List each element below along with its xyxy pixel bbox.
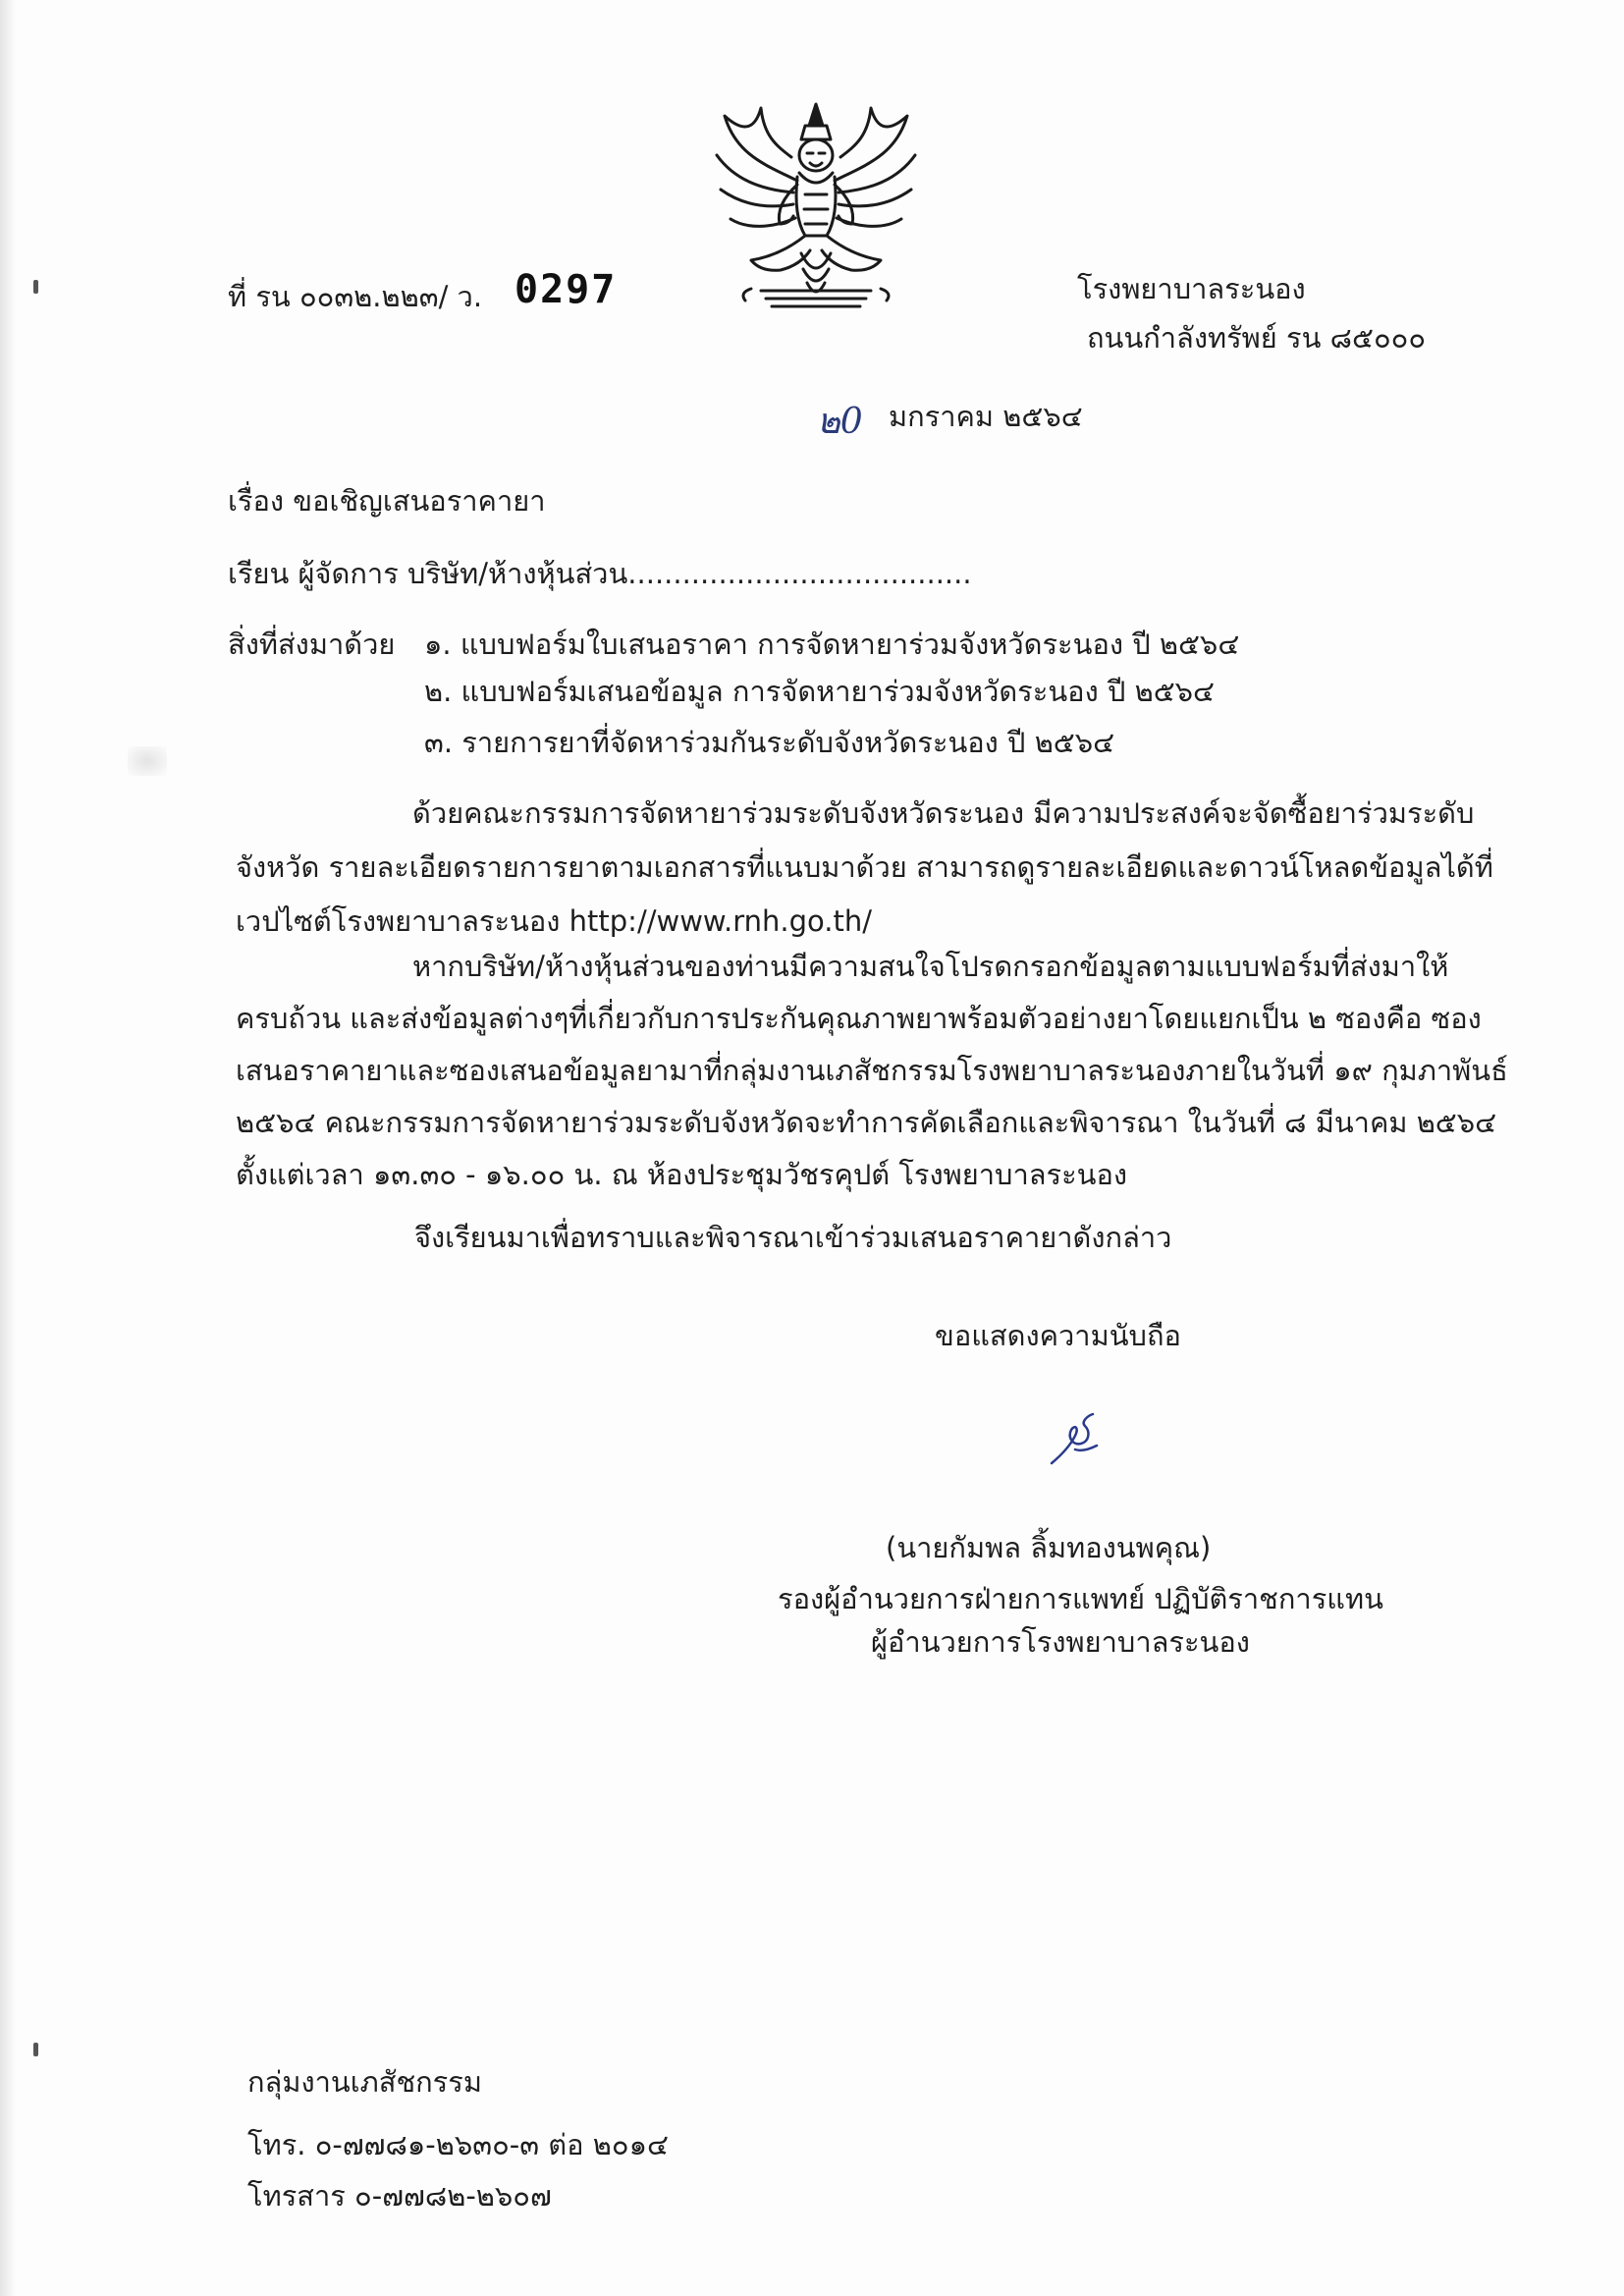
paragraph-line: ด้วยคณะกรรมการจัดหายาร่วมระดับจังหวัดระนอง มีความประสงค์จะจัดซื้อยาร่วมระดับ xyxy=(412,796,1475,830)
paragraph-line: ครบถ้วน และส่งข้อมูลต่างๆที่เกี่ยวกับการประกันคุณภาพยาพร้อมตัวอย่างยาโดยแยกเป็น ๒ ซองคือ ซอง xyxy=(236,1002,1482,1035)
to-label: เรียน xyxy=(228,557,290,590)
closing-sentence: จึงเรียนมาเพื่อทราบและพิจารณาเข้าร่วมเสนอราคายาดังกล่าว xyxy=(414,1221,1172,1254)
reference-prefix: ที่ รน ๐๐๓๒.๒๒๓/ ว. xyxy=(228,280,483,313)
scan-smudge xyxy=(128,746,167,776)
to-text: ผู้จัดการ บริษัท/ห้างหุ้นส่วน...................................... xyxy=(298,557,972,590)
enclosure-item: ๓. รายการยาที่จัดหาร่วมกันระดับจังหวัดระนอง ปี ๒๕๖๔ xyxy=(424,726,1115,759)
paragraph-line: เวปไซต์โรงพยาบาลระนอง http://www.rnh.go.th/ xyxy=(236,904,872,938)
subject-text: ขอเชิญเสนอราคายา xyxy=(293,484,546,518)
paragraph-line: หากบริษัท/ห้างหุ้นส่วนของท่านมีความสนใจโปรดกรอกข้อมูลตามแบบฟอร์มที่ส่งมาให้ xyxy=(412,950,1449,983)
subject-line xyxy=(228,483,546,519)
footer-phone: โทร. ๐-๗๗๘๑-๒๖๓๐-๓ ต่อ ๒๐๑๔ xyxy=(247,2128,669,2161)
paragraph-line: ๒๕๖๔ คณะกรรมการจัดหายาร่วมระดับจังหวัดจะทำการคัดเลือกและพิจารณา ในวันที่ ๘ มีนาคม ๒๕๖๔ xyxy=(236,1106,1497,1139)
date-month-year: มกราคม ๒๕๖๔ xyxy=(889,400,1083,433)
footer-department: กลุ่มงานเภสัชกรรม xyxy=(247,2065,482,2099)
paragraph-line: ตั้งแต่เวลา ๑๓.๓๐ - ๑๖.๐๐ น. ณ ห้องประชุมวัชรคุปต์ โรงพยาบาลระนอง xyxy=(236,1158,1128,1191)
garuda-emblem-icon xyxy=(707,96,925,320)
enclosures-label: สิ่งที่ส่งมาด้วย xyxy=(228,628,396,661)
date-day-handwritten: ๒0 xyxy=(817,402,863,442)
org-address: ถนนกำลังทรัพย์ รน ๘๕๐๐๐ xyxy=(1087,321,1427,355)
scan-artifact xyxy=(33,2043,38,2056)
salutation: ขอแสดงความนับถือ xyxy=(935,1319,1181,1352)
body-paragraph-1 xyxy=(236,792,1493,944)
body-paragraph-2 xyxy=(236,945,1508,1197)
reference-number-stamp: 0297 xyxy=(514,267,618,312)
subject-label: เรื่อง xyxy=(228,484,285,518)
scan-artifact xyxy=(33,280,38,294)
signatory-position: รองผู้อำนวยการฝ่ายการแพทย์ ปฏิบัติราชการแทน xyxy=(778,1582,1383,1615)
org-name: โรงพยาบาลระนอง xyxy=(1077,272,1306,305)
footer-fax: โทรสาร ๐-๗๗๘๒-๒๖๐๗ xyxy=(247,2179,552,2213)
paragraph-line: จังหวัด รายละเอียดรายการยาตามเอกสารที่แนบมาด้วย สามารถดูรายละเอียดและดาวน์โหลดข้อมูลได้ที่ xyxy=(236,850,1493,884)
enclosure-item: ๑. แบบฟอร์มใบเสนอราคา การจัดหายาร่วมจังหวัดระนอง ปี ๒๕๖๔ xyxy=(424,628,1240,661)
paragraph-line: เสนอราคายาและซองเสนอข้อมูลยามาที่กลุ่มงานเภสัชกรรมโรงพยาบาลระนองภายในวันที่ ๑๙ กุมภาพันธ์ xyxy=(236,1054,1508,1087)
to-line xyxy=(228,556,972,591)
enclosure-item: ๒. แบบฟอร์มเสนอข้อมูล การจัดหายาร่วมจังหวัดระนอง ปี ๒๕๖๔ xyxy=(424,675,1216,708)
signatory-name: (นายกัมพล ลิ้มทองนพคุณ) xyxy=(886,1531,1212,1564)
handwritten-signature xyxy=(1046,1410,1105,1469)
scan-edge-shadow xyxy=(0,0,16,2296)
signatory-position: ผู้อำนวยการโรงพยาบาลระนอง xyxy=(871,1625,1250,1659)
